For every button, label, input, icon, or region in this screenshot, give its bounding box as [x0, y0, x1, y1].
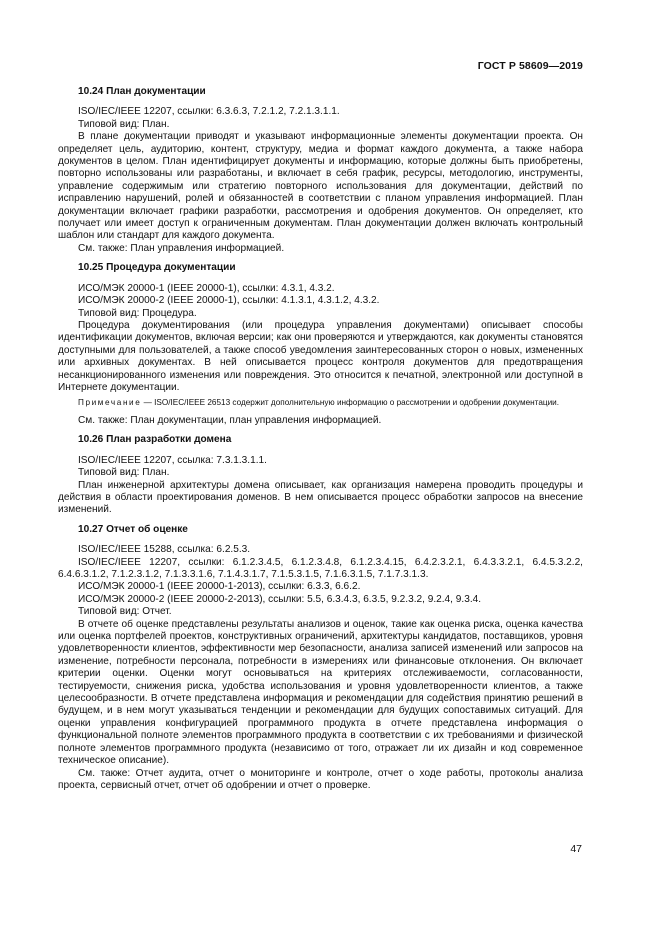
page-number: 47 [570, 843, 582, 855]
reference-line: ИСО/МЭК 20000-2 (IEEE 20000-1), ссылки: 4.1.3.1, 4.3.1.2, 4.3.2. [78, 295, 380, 307]
section-body: Процедура документирования (или процедура управления документами) описывает способы идентификации документов, включая версии; как они проверяются и утверждаются, как документы становятся доступными для пользователей, а также способ уведомления заинтересованных сторон о новых, измененных или архивных документах. В ней описывается процесс контроля документов для предотвращения несанкционированного изменения или повреждения. Это относится к печатной, электронной или доступной в Интернете документации. [58, 319, 583, 393]
page-content [58, 86, 583, 792]
type-line: Типовой вид: План. [78, 118, 170, 130]
reference-line: ИСО/МЭК 20000-2 (IEEE 20000-2-2013), ссылки: 5.5, 6.3.4.3, 6.3.5, 9.2.3.2, 9.2.4, 9.3.4. [78, 593, 482, 605]
see-also-line: См. также: Отчет аудита, отчет о мониторинге и контроле, отчет о ходе работы, протоколы анализа проекта, сервисный отчет, отчет об одобрении и отчет о проверке. [58, 767, 583, 791]
section-title: 10.25 Процедура документации [78, 262, 236, 274]
reference-line: ISO/IEC/IEEE 12207, ссылка: 7.3.1.3.1.1. [78, 454, 267, 466]
section-10-27 [58, 524, 583, 793]
note-text: — ISO/IEC/IEEE 26513 содержит дополнительную информацию о рассмотрении и одобрении документации. [141, 398, 559, 408]
type-line: Типовой вид: Отчет. [78, 606, 172, 618]
reference-line: ИСО/МЭК 20000-1 (IEEE 20000-1-2013), ссылки: 6.3.3, 6.6.2. [78, 581, 361, 593]
section-title: 10.26 План разработки домена [78, 434, 232, 446]
reference-line: ISO/IEC/IEEE 12207, ссылки: 6.1.2.3.4.5, 6.1.2.3.4.8, 6.1.2.3.4.15, 6.4.2.3.2.1, 6.4.3.3.2.1, 6.4.5.3.2.2, 6.4.6.3.1.2, 7.1.2.3.1.2, 7.1.3.3.1.6, 7.1.4.3.1.7, 7.1.5.3.1.5, 7.1.6.3.1.5, 7.1.7.3.1.3. [58, 556, 583, 580]
section-body: В отчете об оценке представлены результаты анализов и оценок, такие как оценка риска, оценка качества или оценка портфелей проектов, конструктивных ограничений, архитектуры кандидатов, поставщиков, уровня удовлетворенности клиентов, эффективности мер безопасности, анализа записей изменений или запросов на изменение, потребности персонала, потребности в измерениях или финансовые отклонения. Он включает критерии оценки. Оценки могут основываться на критериях отслеживаемости, согласованности, тестируемости, снижения риска, удобства использования и уровня удовлетворенности клиентов, а также целесообразности. В отчете представлена информация и рекомендации для содействия принятию решений в будущем, и в нем могут указываться тенденции и рекомендации для будущих сопоставимых ситуаций. Для оценки управления конфигурацией программного продукта в отчете представлена информация о функциональной полноте элементов программного продукта в соответствии с их требованиями и физической полноте элементов программного продукта (независимо от того, отражает ли их дизайн и код современное техническое описание). [58, 618, 583, 767]
section-body: В плане документации приводят и указывают информационные элементы документации проекта. Он определяет цель, аудиторию, контент, структуру, медиа и формат каждого документа, а также набора документов в целом. План идентифицирует документы и информацию, которые должны быть приобретены, повторно использованы или разработаны, и включает в себя график, ресурсы, методологию, инструменты, управление содержимым или стратегию повторного использования для документации, действий по исправлению нарушений, ролей и обязанностей в соответствии с планом управления информацией. План документации включает графики разработки, рассмотрения и одобрения документов. Он определяет, кто получает или имеет доступ к ограниченным документам. План документации должен включать контрольный шаблон или стандарт для каждого документа. [58, 131, 583, 242]
type-line: Типовой вид: Процедура. [78, 307, 197, 319]
type-line: Типовой вид: План. [78, 467, 170, 479]
section-10-25 [58, 262, 583, 427]
reference-line: ИСО/МЭК 20000-1 (IEEE 20000-1), ссылки: 4.3.1, 4.3.2. [78, 282, 335, 294]
section-body: План инженерной архитектуры домена описывает, как организация намерена проводить процедуры и действия в области проектирования доменов. В нем описывается процесс обработки запросов на внесение изменений. [58, 479, 583, 516]
note [58, 398, 583, 409]
reference-line: ISO/IEC/IEEE 12207, ссылки: 6.3.6.3, 7.2.1.2, 7.2.1.3.1.1. [78, 106, 340, 118]
see-also-line: См. также: План управления информацией. [78, 242, 285, 254]
see-also-line: См. также: План документации, план управления информацией. [78, 414, 382, 426]
section-10-26 [58, 434, 583, 516]
section-10-24 [58, 86, 583, 255]
section-title: 10.27 Отчет об оценке [78, 523, 188, 535]
note-label: Примечание [78, 398, 142, 408]
reference-line: ISO/IEC/IEEE 15288, ссылка: 6.2.5.3. [78, 544, 251, 556]
section-title: 10.24 План документации [78, 86, 206, 97]
document-id-header: ГОСТ Р 58609—2019 [477, 60, 583, 72]
